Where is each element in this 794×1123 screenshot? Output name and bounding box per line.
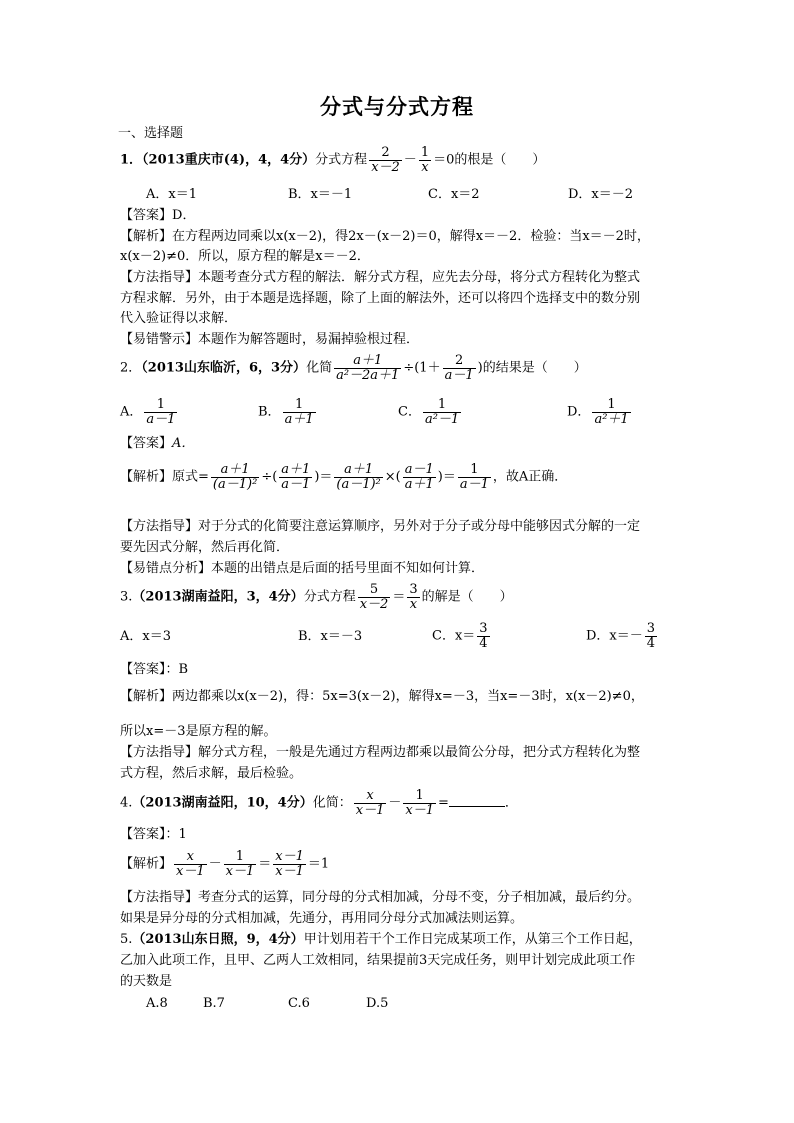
q2-source: （2013山东临沂，6，3分） <box>141 360 307 376</box>
operator: － <box>403 152 417 168</box>
answer-value: D． <box>172 208 196 223</box>
fraction <box>477 622 489 650</box>
answer-blank <box>449 794 505 807</box>
fraction <box>358 583 391 611</box>
fraction <box>224 850 257 878</box>
q3-stem-tail: 的解是（ ） <box>421 589 513 605</box>
analysis-label: 【解析】 <box>120 856 173 872</box>
numerator: a＋1 <box>281 462 311 477</box>
answer-value: ：B <box>165 662 189 677</box>
fraction <box>283 398 316 426</box>
denominator: x－2 <box>359 596 389 612</box>
analysis-label: 【解析】 <box>120 689 173 704</box>
section-heading: 一、选择题 <box>118 126 184 141</box>
q3-analysis <box>120 690 644 703</box>
fraction <box>211 463 259 491</box>
fraction <box>279 463 312 491</box>
denominator: x－1 <box>176 863 205 879</box>
q1-stem <box>120 146 545 174</box>
method-label: 【方法指导】 <box>120 519 199 534</box>
q5-option-a: A.8 <box>146 996 168 1011</box>
method-label: 【方法指导】 <box>120 890 199 905</box>
numerator: x－1 <box>275 849 304 864</box>
q3-option-b: B．x＝－3 <box>298 629 363 644</box>
numerator: 1 <box>420 145 430 160</box>
q1-stem-text: 分式方程 <box>315 152 368 168</box>
q5-number: 5. <box>120 932 133 947</box>
method-text: 对于分式的化简要注意运算顺序，另外对于分子或分母中能够因式分解的一定 <box>198 519 641 534</box>
q1-method <box>120 271 640 284</box>
option-letter: C． <box>398 404 421 420</box>
q1-source: （2013重庆市(4)，4，4分） <box>142 152 316 168</box>
q1-warning <box>120 333 419 346</box>
q1-analysis-cont: x(x－2)≠0．所以，原方程的解是x＝－2． <box>120 249 370 264</box>
q4-method-cont: 如果是异分母的分式相加减，先通分，再用同分母分式加减法则运算。 <box>120 911 524 926</box>
denominator: a²－1 <box>424 411 460 427</box>
option-letter: A． <box>120 404 143 420</box>
q4-number: 4. <box>120 795 133 811</box>
q4-answer <box>120 828 187 841</box>
q1-option-d: D．x＝－2 <box>568 187 634 202</box>
q5-stem <box>120 933 642 946</box>
fraction <box>443 354 476 382</box>
option-letter: D． <box>567 404 591 420</box>
denominator: a－1 <box>146 411 176 427</box>
error-text: 本题的出错点是后面的括号里面不知如何计算． <box>211 561 485 576</box>
numerator: 1 <box>470 462 479 477</box>
q3-source: （2013湖南益阳，3，4分） <box>132 589 304 605</box>
denominator: a²＋1 <box>594 411 629 427</box>
q3-method <box>120 746 640 759</box>
denominator: x <box>419 160 431 175</box>
fraction <box>419 146 431 174</box>
warning-text: 本题作为解答题时，易漏掉验根过程． <box>198 332 420 347</box>
q5-option-c: C.6 <box>288 996 310 1011</box>
numerator: a－1 <box>404 462 434 477</box>
q5-option-d: D.5 <box>366 996 389 1011</box>
answer-label: 【答案】 <box>120 662 166 677</box>
q2-option-d <box>567 398 633 426</box>
numerator: 2 <box>381 145 390 160</box>
q2-answer <box>120 437 194 450</box>
method-text: 解分式方程，一般是先通过方程两边都乘以最简公分母，把分式方程转化为整 <box>198 745 641 760</box>
q2-option-a <box>120 398 179 426</box>
q2-number: 2． <box>120 360 142 376</box>
numerator: 1 <box>607 397 616 412</box>
denominator: x－1 <box>405 802 434 818</box>
fraction <box>334 463 382 491</box>
numerator: 3 <box>479 621 488 636</box>
q1-answer <box>120 209 195 222</box>
analysis-tail: ，故A正确． <box>492 469 568 485</box>
answer-value: A． <box>172 436 195 451</box>
operator: － <box>388 795 402 811</box>
warning-label: 【易错警示】 <box>120 332 199 347</box>
denominator: x－1 <box>355 802 385 818</box>
denominator: a＋1 <box>404 476 434 492</box>
q4-analysis <box>120 850 329 878</box>
q2-stem <box>120 354 587 382</box>
q5-stem-text: 甲计划用若干个工作日完成某项工作，从第三个工作日起， <box>303 932 642 947</box>
q1-analysis <box>120 230 650 243</box>
q2-stem-tail: )的结果是（ ） <box>477 360 587 376</box>
fraction <box>369 146 402 174</box>
q1-method-cont: 方程求解．另外，由于本题是选择题，除了上面的解法外，还可以将四个选择支中的数分别 <box>120 291 641 306</box>
numerator: 1 <box>156 397 166 412</box>
fraction <box>334 354 401 382</box>
analysis-text: 在方程两边同乘以x(x－2)，得2x－(x－2)＝0，解得x＝－2．检验：当x＝－2时， <box>172 229 650 244</box>
option-text: C．x＝ <box>432 628 476 644</box>
numerator: 1 <box>415 788 424 803</box>
denominator: x <box>407 597 419 612</box>
page-title: 分式与分式方程 <box>320 94 474 119</box>
q5-stem-cont: 乙加入此项工作，且甲、乙两人工效相同，结果提前3天完成任务，则甲计划完成此项工作 <box>120 953 636 968</box>
analysis-text: 原式= <box>172 469 209 485</box>
q3-option-c <box>432 622 492 650</box>
numerator: x <box>186 849 194 864</box>
denominator: x－2 <box>371 159 400 175</box>
answer-label: 【答案】 <box>120 436 173 451</box>
operator: ÷(1＋ <box>403 360 441 376</box>
q4-source: （2013湖南益阳，10，4分） <box>132 795 313 811</box>
q2-option-c <box>398 398 463 426</box>
operator: ÷( <box>261 469 278 485</box>
denominator: a－1 <box>444 367 474 383</box>
q1-stem-tail: ＝0的根是（ ） <box>433 152 546 168</box>
q3-analysis-cont: 所以x=－3是原方程的解。 <box>120 724 277 739</box>
numerator: 3 <box>646 621 656 636</box>
numerator: 1 <box>235 849 245 864</box>
q4-stem-text: 化简： <box>312 795 352 811</box>
fraction <box>423 398 461 426</box>
method-label: 【方法指导】 <box>120 270 199 285</box>
q1-option-c: C．x＝2 <box>428 187 480 202</box>
q2-method-cont: 要先因式分解，然后再化简． <box>120 540 290 555</box>
denominator: 4 <box>479 635 488 651</box>
q2-stem-text: 化简 <box>306 360 333 376</box>
operator: ×( <box>384 469 401 485</box>
option-letter: B． <box>258 404 281 420</box>
operator: = <box>437 795 449 811</box>
period: ． <box>504 795 518 811</box>
fraction <box>645 622 657 650</box>
denominator: (a－1)² <box>336 476 381 492</box>
method-label: 【方法指导】 <box>120 745 199 760</box>
numerator: 2 <box>454 353 464 368</box>
q2-option-b <box>258 398 318 426</box>
numerator: 5 <box>369 582 379 597</box>
q3-option-d <box>586 622 659 650</box>
denominator: a－1 <box>459 476 489 492</box>
result: ＝1 <box>307 856 330 872</box>
analysis-label: 【解析】 <box>120 229 173 244</box>
operator: ＝ <box>392 589 406 605</box>
operator: － <box>208 856 222 872</box>
q5-source: （2013山东日照，9，4分） <box>132 932 304 947</box>
q2-analysis <box>120 463 567 491</box>
q5-stem-cont: 的天数是 <box>120 974 173 989</box>
denominator: a²－2a＋1 <box>336 367 400 383</box>
q2-method <box>120 520 640 533</box>
denominator: a＋1 <box>284 411 314 427</box>
answer-label: 【答案】 <box>120 208 173 223</box>
q1-option-b: B．x＝－1 <box>288 187 353 202</box>
fraction <box>273 850 306 878</box>
q3-method-cont: 式方程，然后求解，最后检验。 <box>120 766 303 781</box>
numerator: 1 <box>437 397 447 412</box>
denominator: 4 <box>646 635 656 651</box>
fraction <box>174 850 207 878</box>
fraction <box>592 398 630 426</box>
q3-stem-text: 分式方程 <box>303 589 356 605</box>
operator: )＝ <box>437 469 456 485</box>
denominator: (a－1)² <box>212 476 258 492</box>
q4-method <box>120 891 640 904</box>
numerator: a＋1 <box>220 462 250 477</box>
q1-number: 1． <box>120 152 143 168</box>
q4-stem <box>120 789 518 817</box>
numerator: x <box>366 788 374 803</box>
option-text: D．x＝－ <box>586 628 643 644</box>
operator: ＝ <box>258 856 272 872</box>
answer-value: ：1 <box>165 827 187 842</box>
q3-stem <box>120 583 513 611</box>
numerator: 1 <box>294 397 304 412</box>
fraction <box>144 398 177 426</box>
q1-option-a: A．x＝1 <box>146 187 197 202</box>
numerator: a＋1 <box>344 462 374 477</box>
numerator: a＋1 <box>353 353 383 368</box>
q1-method-cont: 代入验证得以求解． <box>120 311 238 326</box>
fraction <box>354 789 387 817</box>
analysis-label: 【解析】 <box>120 469 173 485</box>
q3-answer <box>120 663 188 676</box>
answer-label: 【答案】 <box>120 827 166 842</box>
method-text: 考查分式的运算，同分母的分式相加减，分母不变，分子相加减，最后约分。 <box>198 890 641 905</box>
error-label: 【易错点分析】 <box>120 561 212 576</box>
denominator: a－1 <box>281 476 311 492</box>
analysis-text: 两边都乘以x(x－2)，得：5x=3(x－2)，解得x=－3，当x=－3时，x(x－2)≠0， <box>172 689 644 704</box>
q5-option-b: B.7 <box>203 996 225 1011</box>
denominator: x－1 <box>225 863 255 879</box>
q3-number: 3. <box>120 589 133 605</box>
numerator: 3 <box>409 582 418 597</box>
operator: )＝ <box>314 469 333 485</box>
fraction <box>407 583 419 611</box>
fraction <box>458 463 491 491</box>
q3-option-a: A．x＝3 <box>120 629 171 644</box>
method-text: 本题考查分式方程的解法．解分式方程，应先去分母，将分式方程转化为整式 <box>198 270 641 285</box>
fraction <box>403 463 436 491</box>
fraction <box>403 789 436 817</box>
denominator: x－1 <box>275 863 304 879</box>
q2-error-analysis <box>120 562 484 575</box>
